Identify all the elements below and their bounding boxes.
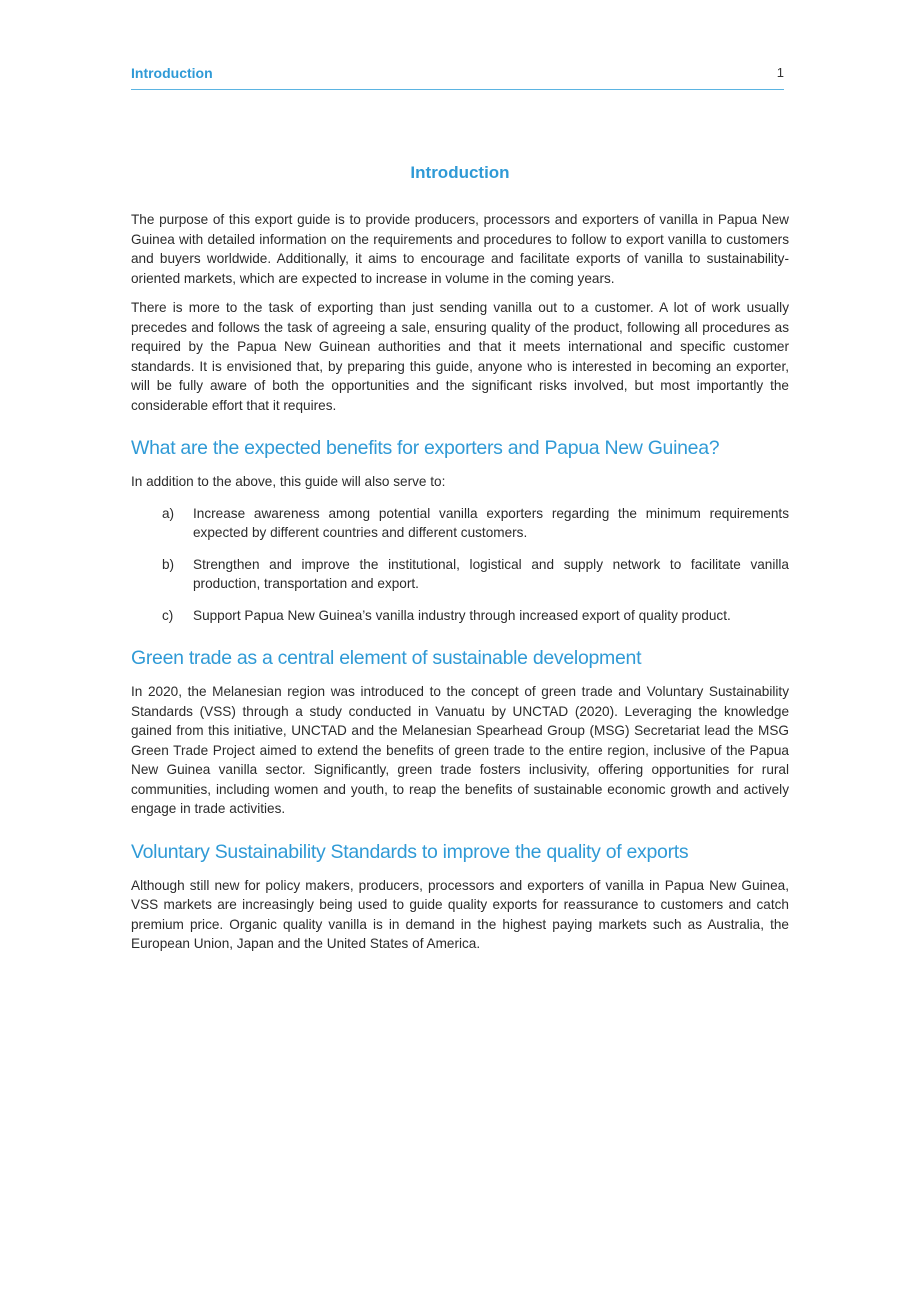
list-marker: a)	[162, 505, 175, 521]
list-marker: b)	[162, 556, 175, 572]
green-trade-paragraph: In 2020, the Melanesian region was introduced to the concept of green trade and Voluntary Sustainability Standards (VSS) through a study conducted in Vanuatu by UNCTAD (2020). Leveraging the knowledge gained from this initiative, UNCTAD and the Melanesian Spearhead Group (MSG) Secretariat lead the MSG Green Trade Project aimed to extend the benefits of green trade to the entire region, inclusive of the Papua New Guinea vanilla sector. Significantly, green trade fosters inclusivity, offering opportunities for rural communities, including women and youth, to reap the benefits of sustainable economic growth and actively engage in trade activities.	[131, 684, 789, 816]
intro-paragraph: There is more to the task of exporting than just sending vanilla out to a customer. A lot of work usually precedes and follows the task of agreeing a sale, ensuring quality of the product, following all procedures as required by the Papua New Guinean authorities and that it meets international and specific customer standards. It is envisioned that, by preparing this guide, anyone who is interested in becoming an exporter, will be fully aware of both the opportunities and the significant risks involved, but most importantly the considerable effort that it requires.	[131, 300, 789, 413]
section-heading-green-trade: Green trade as a central element of sustainable development	[131, 647, 642, 669]
running-header	[131, 63, 784, 90]
list-item	[131, 504, 789, 543]
running-title: Introduction	[131, 65, 213, 81]
section-heading-benefits: What are the expected benefits for exporters and Papua New Guinea?	[131, 437, 720, 459]
section-heading-vss: Voluntary Sustainability Standards to improve the quality of exports	[131, 840, 689, 863]
vss-paragraph: Although still new for policy makers, producers, processors and exporters of vanilla in Papua New Guinea, VSS markets are increasingly being used to guide quality exports for reassurance to customers and catch premium price. Organic quality vanilla is in demand in the highest paying markets such as Australia, the European Union, Japan and the United States of America.	[131, 877, 789, 951]
benefits-list	[131, 504, 789, 626]
list-marker: c)	[162, 607, 174, 623]
intro-paragraph: The purpose of this export guide is to provide producers, processors and exporters of vanilla in Papua New Guinea with detailed information on the requirements and procedures to follow to export vanilla to customers and buyers worldwide. Additionally, it aims to encourage and facilitate exports of vanilla to sustainability-oriented markets, which are expected to increase in volume in the coming years.	[131, 212, 789, 286]
page-title: Introduction	[410, 163, 510, 182]
document-body	[131, 210, 789, 964]
list-item-text: Strengthen and improve the institutional, logistical and supply network to facilitate vanilla production, transportation and export.	[193, 556, 789, 591]
list-item-text: Increase awareness among potential vanilla exporters regarding the minimum requirements expected by different countries and different customers.	[193, 505, 789, 540]
benefits-lead: In addition to the above, this guide will also serve to:	[131, 474, 446, 489]
list-item-text: Support Papua New Guinea’s vanilla industry through increased export of quality product.	[193, 607, 731, 623]
list-item	[131, 606, 789, 626]
page-number: 1	[776, 65, 784, 80]
list-item	[131, 555, 789, 594]
